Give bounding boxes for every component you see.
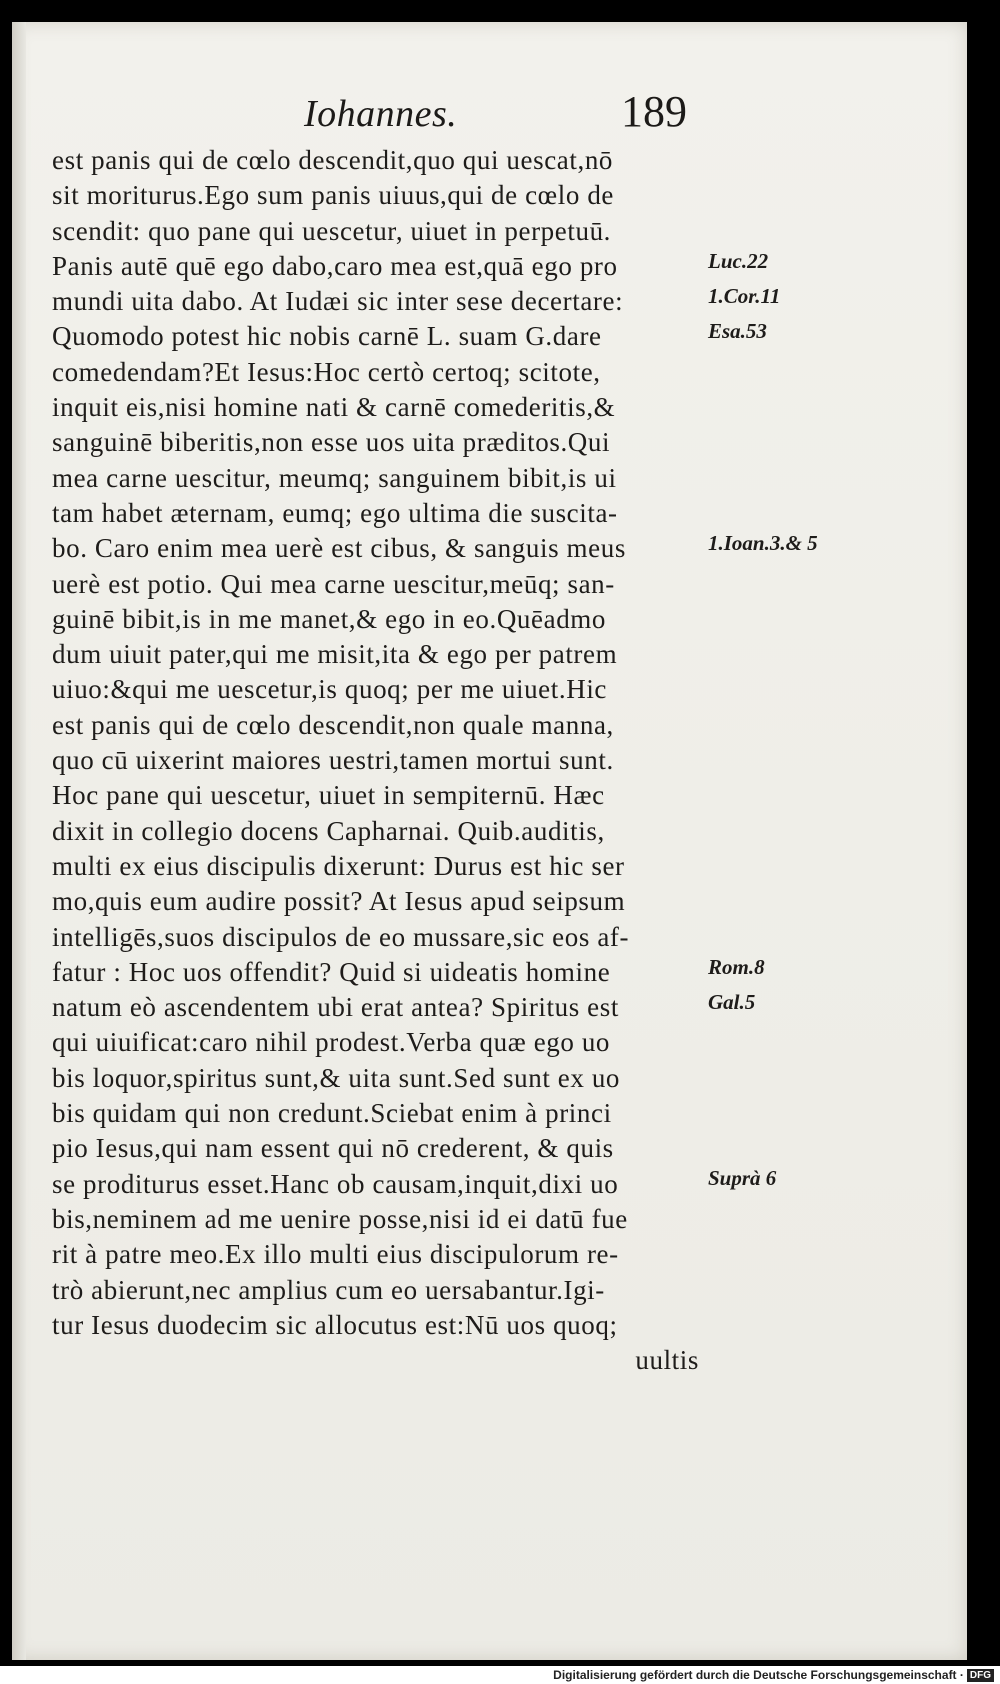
text-line: intelligēs,suos discipulos de eo mussare,sic eos af- <box>52 921 630 952</box>
text-line: tam habet æternam, eumq; ego ultima die suscita- <box>52 497 618 528</box>
text-line: est panis qui de cœlo descendit,quo qui uescat,nō <box>52 145 614 175</box>
text-line: dum uiuit pater,qui me misit,ita & ego per patrem <box>52 639 618 670</box>
text-line: natum eò ascendentem ubi erat antea? Spiritus est <box>52 992 619 1023</box>
text-line: multi ex eius discipulis dixerunt: Durus est hic ser <box>52 850 625 881</box>
text-line: comedendam?Et Iesus:Hoc certò certoq; scitote, <box>52 356 601 387</box>
marginal-note-esa: Esa.53 <box>708 319 767 343</box>
text-line: mo,quis eum audire possit? At Iesus apud seipsum <box>52 886 626 917</box>
text-line: bis loquor,spiritus sunt,& uita sunt.Sed sunt ex uo <box>52 1062 621 1093</box>
marginal-note-rom: Rom.8 <box>708 955 765 979</box>
text-line: inquit eis,nisi homine nati & carnē comederitis,& <box>52 392 616 423</box>
text-line: uiuo:&qui me uescetur,is quoq; per me uiuet.Hic <box>52 674 608 705</box>
page-gutter <box>12 22 26 1660</box>
page-number: 189 <box>621 87 687 136</box>
text-line: bis quidam qui non credunt.Sciebat enim à princi <box>52 1098 612 1129</box>
text-line: Hoc pane qui uescetur, uiuet in sempiternū. Hæc <box>52 780 605 811</box>
marginal-note-ioan: 1.Ioan.3.& 5 <box>708 531 818 555</box>
page-header <box>304 87 704 136</box>
text-line: Quomodo potest hic nobis carnē L. suam G.dare <box>52 321 602 352</box>
text-line: sit moriturus.Ego sum panis uiuus,qui de cœlo de <box>52 180 615 211</box>
text-line: tur Iesus duodecim sic allocutus est:Nū uos quoq; <box>52 1309 618 1340</box>
body-text <box>52 143 702 1378</box>
marginal-note-supra: Suprà 6 <box>708 1166 777 1190</box>
text-line: guinē bibit,is in me manet,& ego in eo.Quēadmo <box>52 603 606 634</box>
text-line: Panis autē quē ego dabo,caro mea est,quā ego pro <box>52 250 618 281</box>
catchword: uultis <box>635 1345 699 1376</box>
text-line: sanguinē biberitis,non esse uos uita præditos.Qui <box>52 427 611 458</box>
text-line: se proditurus esset.Hanc ob causam,inquit,dixi uo <box>52 1168 619 1199</box>
text-line: pio Iesus,qui nam essent qui nō crederent, & quis <box>52 1133 614 1164</box>
text-line: quo cū uixerint maiores uestri,tamen mortui sunt. <box>52 745 614 776</box>
digitization-credit <box>553 1668 994 1682</box>
text-line: rit à patre meo.Ex illo multi eius discipulorum re- <box>52 1239 619 1270</box>
marginal-note-gal: Gal.5 <box>708 990 756 1014</box>
marginal-note-cor: 1.Cor.11 <box>708 284 781 308</box>
marginal-note-luc: Luc.22 <box>708 249 769 273</box>
text-line: dixit in collegio docens Capharnai. Quib.auditis, <box>52 815 605 846</box>
dfg-logo: DFG <box>967 1669 994 1682</box>
text-line: bis,neminem ad me uenire posse,nisi id ei datū fue <box>52 1203 628 1234</box>
text-line: est panis qui de cœlo descendit,non quale manna, <box>52 709 614 740</box>
text-line: uerè est potio. Qui mea carne uescitur,meūq; san- <box>52 568 615 599</box>
running-title: Iohannes. <box>304 93 458 135</box>
text-line: trò abierunt,nec amplius cum eo uersabantur.Igi- <box>52 1274 605 1305</box>
text-line: fatur : Hoc uos offendit? Quid si uideatis homine <box>52 956 611 987</box>
text-line: qui uiuificat:caro nihil prodest.Verba quæ ego uo <box>52 1027 611 1058</box>
text-line: mea carne uescitur, meumq; sanguinem bibit,is ui <box>52 462 617 493</box>
text-line: scendit: quo pane qui uescetur, uiuet in perpetuū. <box>52 215 612 246</box>
credit-text: Digitalisierung gefördert durch die Deutsche Forschungsgemeinschaft · <box>553 1667 964 1682</box>
text-line: bo. Caro enim mea uerè est cibus, & sanguis meus <box>52 533 626 564</box>
text-line: mundi uita dabo. At Iudæi sic inter sese decertare: <box>52 286 624 317</box>
